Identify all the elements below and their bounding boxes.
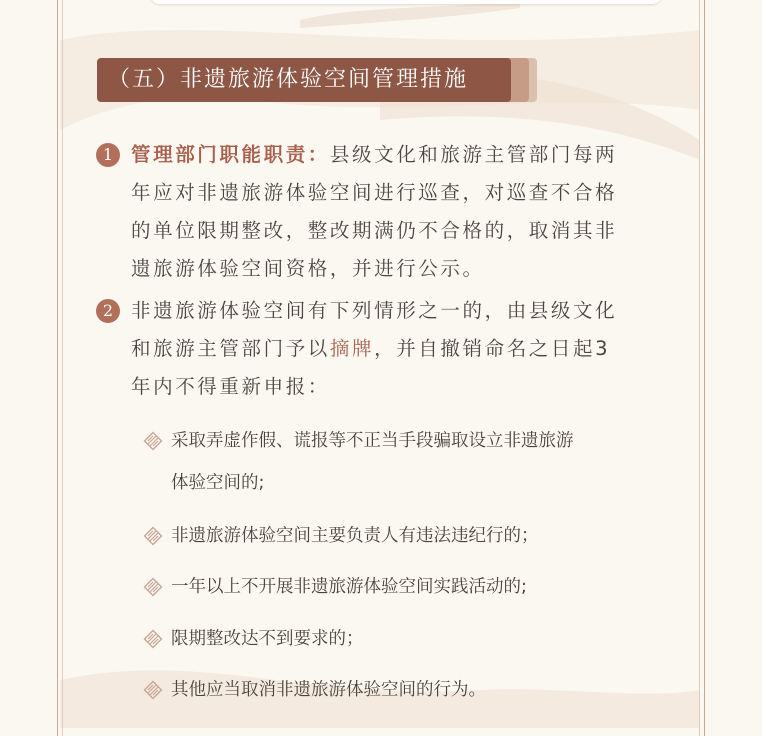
section-header bbox=[97, 58, 511, 102]
diamond-pattern-icon bbox=[143, 577, 163, 597]
number-badge: 2 bbox=[96, 299, 120, 323]
item-line-post: ，并自撤销命名之日起3 bbox=[374, 337, 611, 360]
diamond-pattern-icon bbox=[143, 431, 163, 451]
item-line: 年内不得重新申报： bbox=[131, 375, 330, 398]
bullet-text: 非遗旅游体验空间主要负责人有违法违纪行的； bbox=[171, 526, 539, 546]
item-line: 非遗旅游体验空间有下列情形之一的，由县级文化 bbox=[131, 299, 618, 322]
item-line-rest: 县级文化和旅游主管部门每两 bbox=[329, 143, 618, 166]
section-title: （五）非遗旅游体验空间管理措施 bbox=[97, 58, 511, 102]
diamond-pattern-icon bbox=[143, 629, 163, 649]
item-label: 管理部门职能职责： bbox=[131, 143, 330, 166]
bullet-line: 采取弄虚作假、谎报等不正当手段骗取设立非遗旅游 bbox=[171, 431, 574, 451]
item-line: 遗旅游体验空间资格，并进行公示。 bbox=[131, 257, 485, 280]
item-text bbox=[131, 292, 671, 406]
bullet-text: 限期整改达不到要求的； bbox=[171, 629, 364, 649]
item-line-pre: 和旅游主管部门予以 bbox=[131, 337, 330, 360]
top-card-edge bbox=[150, 0, 662, 4]
item-line: 的单位限期整改，整改期满仍不合格的，取消其非 bbox=[131, 219, 618, 242]
bullet-text: 其他应当取消非遗旅游体验空间的行为。 bbox=[171, 680, 486, 700]
diamond-pattern-icon bbox=[143, 680, 163, 700]
number-badge: 1 bbox=[96, 143, 120, 167]
highlight-text: 摘牌 bbox=[329, 337, 375, 360]
item-text bbox=[131, 136, 671, 288]
item-line bbox=[131, 330, 671, 368]
bullet-line: 体验空间的; bbox=[171, 473, 265, 493]
item-line bbox=[131, 136, 671, 174]
bullet-text: 一年以上不开展非遗旅游体验空间实践活动的; bbox=[171, 577, 527, 597]
diamond-pattern-icon bbox=[143, 526, 163, 546]
item-line: 年应对非遗旅游体验空间进行巡查，对巡查不合格 bbox=[131, 181, 618, 204]
bullet-text bbox=[171, 420, 671, 504]
